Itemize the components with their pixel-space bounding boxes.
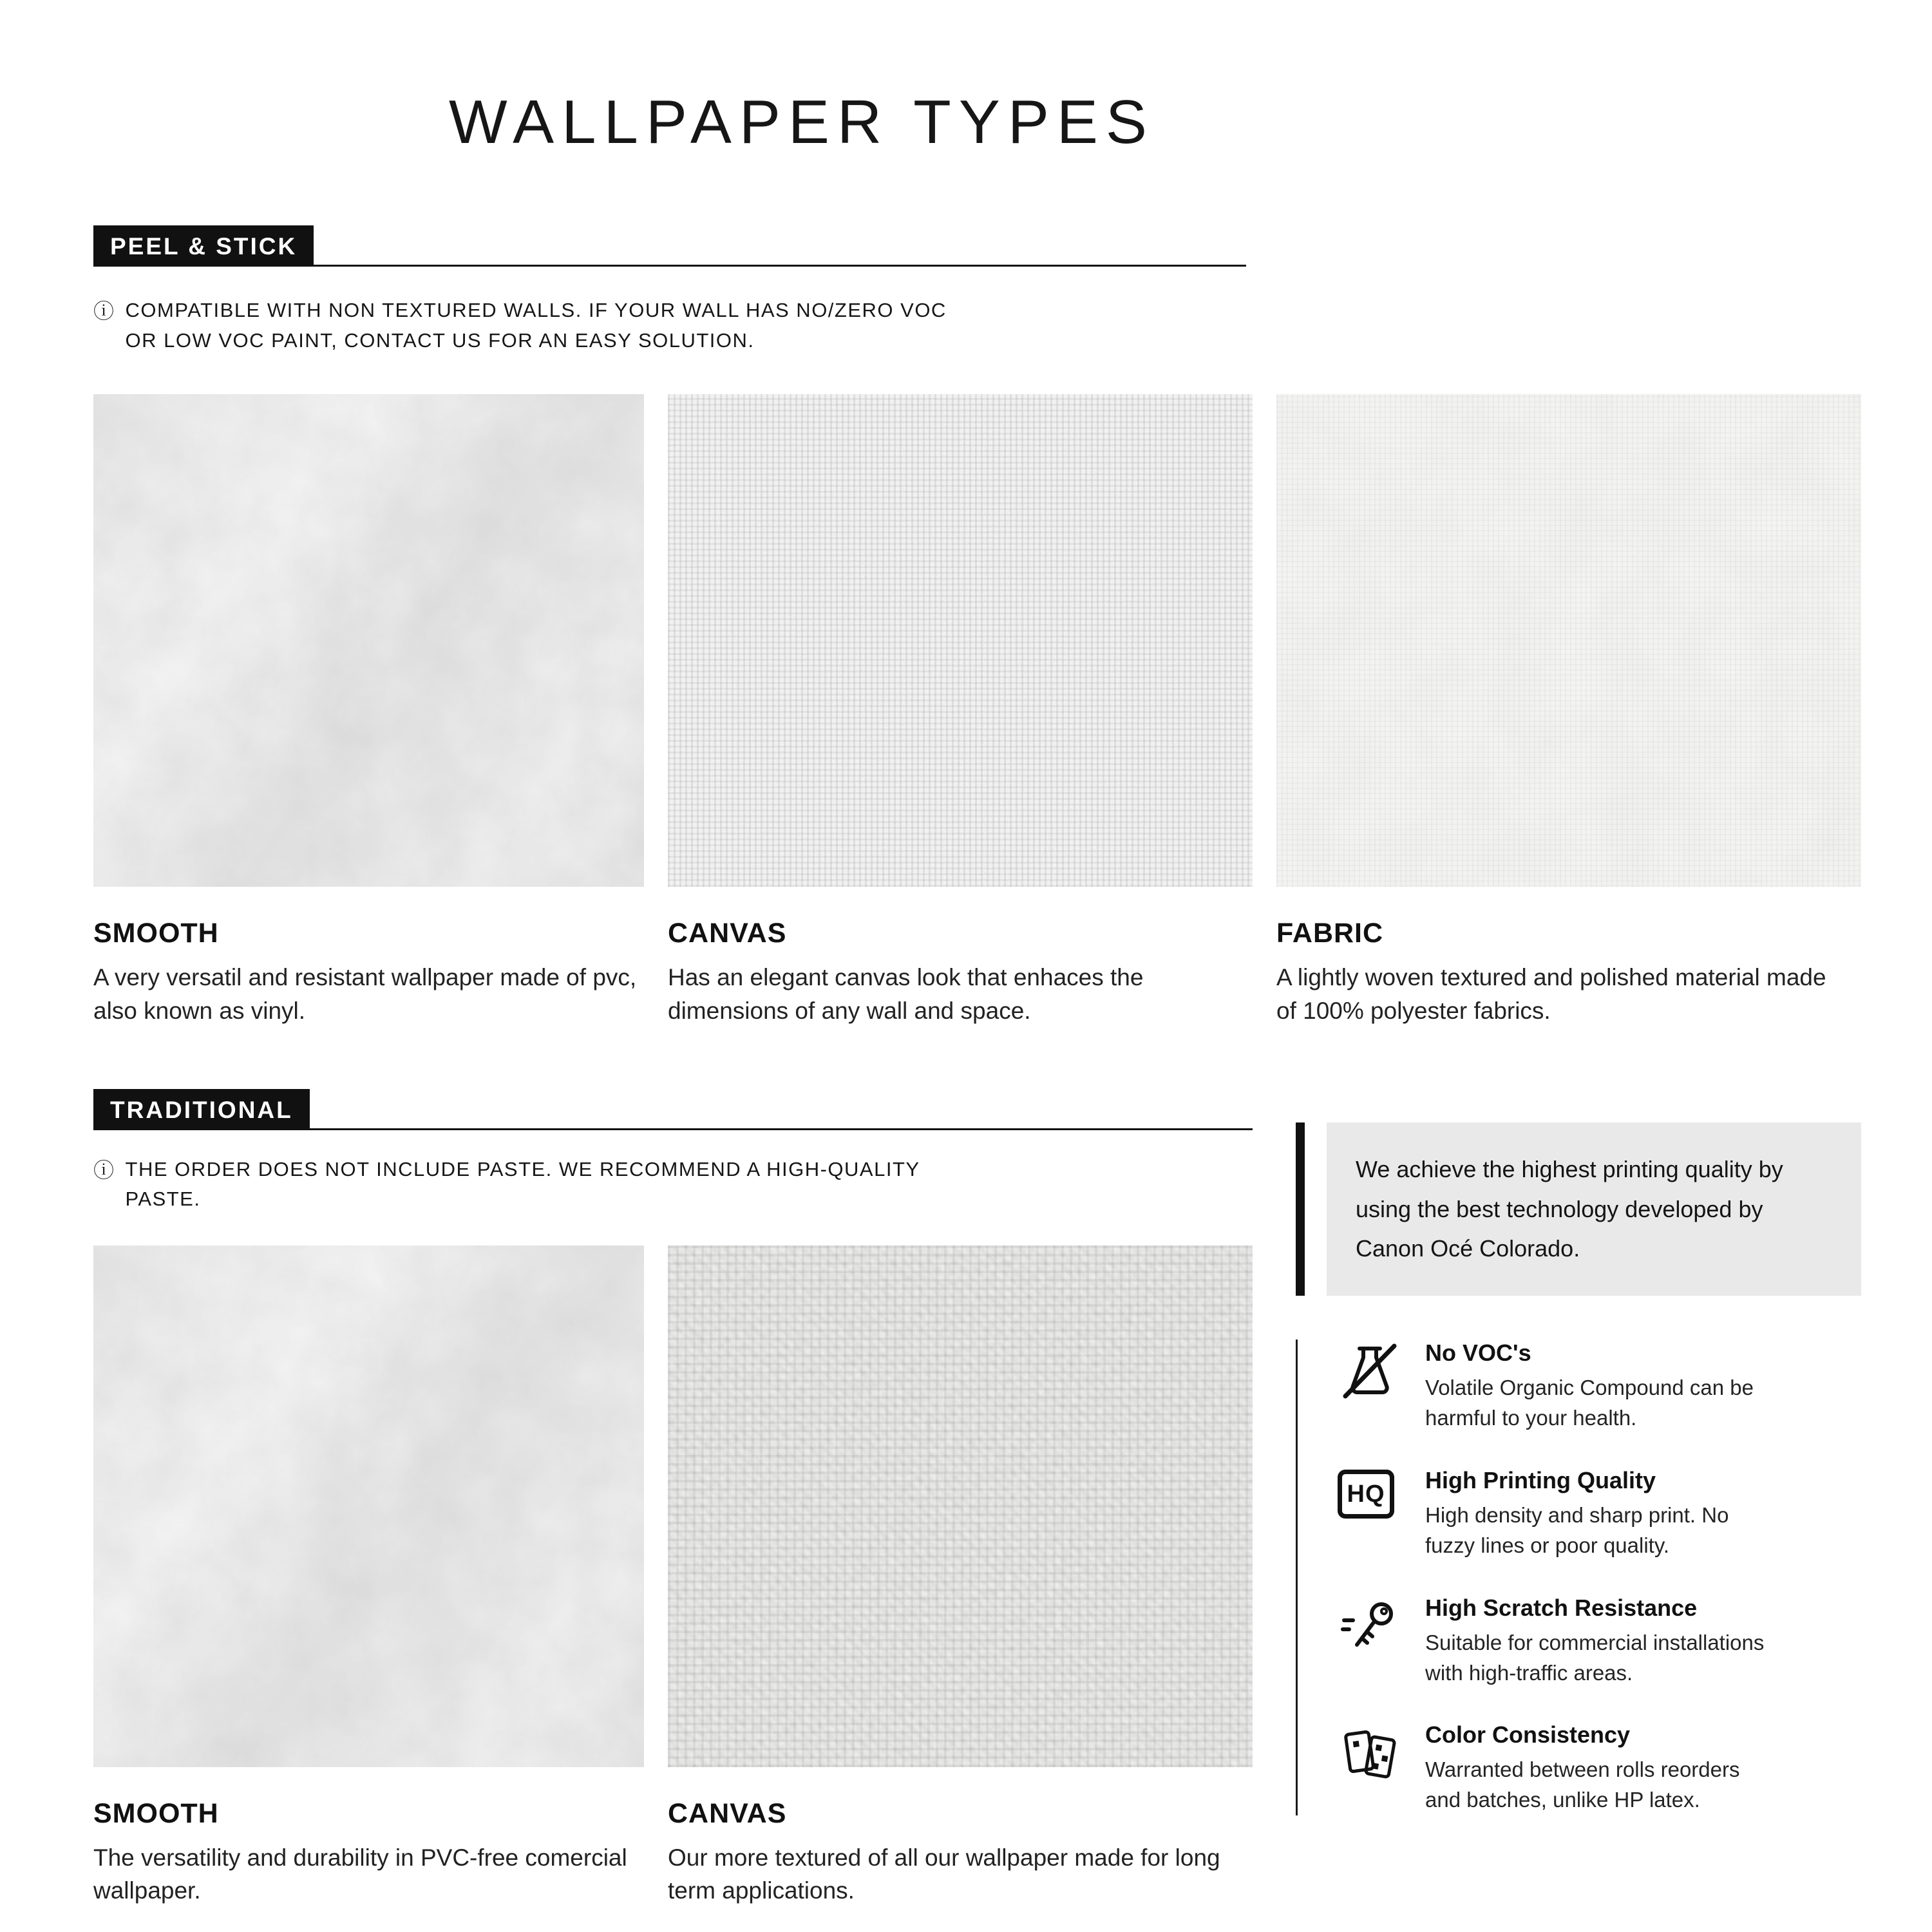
type-description: The versatility and durability in PVC-free comercial wallpaper.	[93, 1844, 627, 1904]
traditional-header	[93, 1089, 1253, 1130]
callout-text: We achieve the highest printing quality by using the best technology developed by Canon Océ Colorado.	[1356, 1155, 1783, 1262]
wallpaper-type-card-canvas	[668, 394, 1253, 1028]
canvas-texture-swatch	[668, 394, 1253, 887]
feature-description: High density and sharp print. No fuzzy lines or poor quality.	[1425, 1503, 1729, 1557]
page-title: WALLPAPER TYPES	[449, 88, 1155, 156]
texture-noise	[668, 1245, 1253, 1767]
feature-description: Volatile Organic Compound can be harmful to your health.	[1425, 1376, 1754, 1430]
peel-and-stick-badge: PEEL & STICK	[93, 225, 314, 267]
texture-noise	[93, 394, 644, 887]
traditional-section	[93, 1089, 1253, 1908]
color-consistency-icon	[1338, 1721, 1402, 1786]
note-text: COMPATIBLE WITH NON TEXTURED WALLS. IF YOUR WALL HAS NO/ZERO VOC OR LOW VOC PAINT, CONTACT US FOR AN EASY SOLUTION.	[125, 299, 947, 352]
feature-high-scratch-resistance	[1338, 1595, 1861, 1689]
peel-and-stick-types	[93, 394, 1861, 1028]
type-name: CANVAS	[668, 918, 787, 949]
type-name: CANVAS	[668, 1797, 787, 1829]
type-name: SMOOTH	[93, 918, 219, 949]
feature-title: High Scratch Resistance	[1425, 1594, 1698, 1621]
type-description: Has an elegant canvas look that enhaces the dimensions of any wall and space.	[668, 964, 1144, 1024]
info-icon: ⓘ	[93, 299, 115, 323]
peel-and-stick-note	[93, 296, 1861, 355]
wallpaper-type-card-fabric	[1276, 394, 1861, 1028]
no-vocs-icon	[1338, 1340, 1402, 1404]
note-text: THE ORDER DOES NOT INCLUDE PASTE. WE RECOMMEND A HIGH-QUALITY PASTE.	[125, 1157, 920, 1211]
smooth-texture-swatch	[93, 394, 644, 887]
peel-and-stick-section	[93, 225, 1861, 1028]
traditional-badge: TRADITIONAL	[93, 1089, 310, 1130]
feature-text	[1425, 1340, 1773, 1434]
scratch-resistance-key-icon	[1338, 1595, 1402, 1659]
bottom-area	[93, 1089, 1861, 1908]
type-description: Our more textured of all our wallpaper made for long term applications.	[668, 1844, 1220, 1904]
wallpaper-type-card-canvas	[668, 1245, 1253, 1908]
type-name: FABRIC	[1276, 918, 1384, 949]
feature-text	[1425, 1595, 1773, 1689]
feature-title: High Printing Quality	[1425, 1467, 1656, 1494]
traditional-types	[93, 1245, 1253, 1908]
texture-noise	[93, 1245, 644, 1767]
section-header-rule	[310, 1128, 1253, 1130]
smooth-texture-swatch	[93, 1245, 644, 1767]
peel-and-stick-header	[93, 225, 1246, 267]
section-header-rule	[314, 265, 1246, 267]
page-content	[93, 0, 1861, 1932]
info-icon: ⓘ	[93, 1158, 115, 1182]
printing-quality-callout	[1327, 1122, 1861, 1296]
hq-icon	[1338, 1467, 1402, 1531]
wallpaper-type-card-smooth	[93, 394, 644, 1028]
feature-text	[1425, 1721, 1773, 1815]
type-name: SMOOTH	[93, 1797, 219, 1829]
feature-text	[1425, 1467, 1773, 1561]
quality-sidebar	[1296, 1089, 1861, 1908]
type-description: A lightly woven textured and polished material made of 100% polyester fabrics.	[1276, 964, 1826, 1024]
texture-noise	[668, 394, 1253, 887]
feature-high-printing-quality	[1338, 1467, 1861, 1561]
feature-title: Color Consistency	[1425, 1721, 1631, 1748]
texture-noise	[1276, 394, 1861, 887]
feature-description: Suitable for commercial installations with high-traffic areas.	[1425, 1630, 1765, 1685]
feature-list	[1296, 1340, 1861, 1815]
feature-color-consistency	[1338, 1721, 1861, 1815]
fabric-texture-swatch	[1276, 394, 1861, 887]
feature-title: No VOC's	[1425, 1340, 1531, 1367]
coarse-canvas-texture-swatch	[668, 1245, 1253, 1767]
feature-no-vocs	[1338, 1340, 1861, 1434]
wallpaper-type-card-smooth	[93, 1245, 644, 1908]
hq-icon-label: HQ	[1338, 1470, 1394, 1519]
type-description: A very versatil and resistant wallpaper made of pvc, also known as vinyl.	[93, 964, 637, 1024]
traditional-note	[93, 1155, 1253, 1215]
feature-description: Warranted between rolls reorders and batches, unlike HP latex.	[1425, 1757, 1740, 1812]
